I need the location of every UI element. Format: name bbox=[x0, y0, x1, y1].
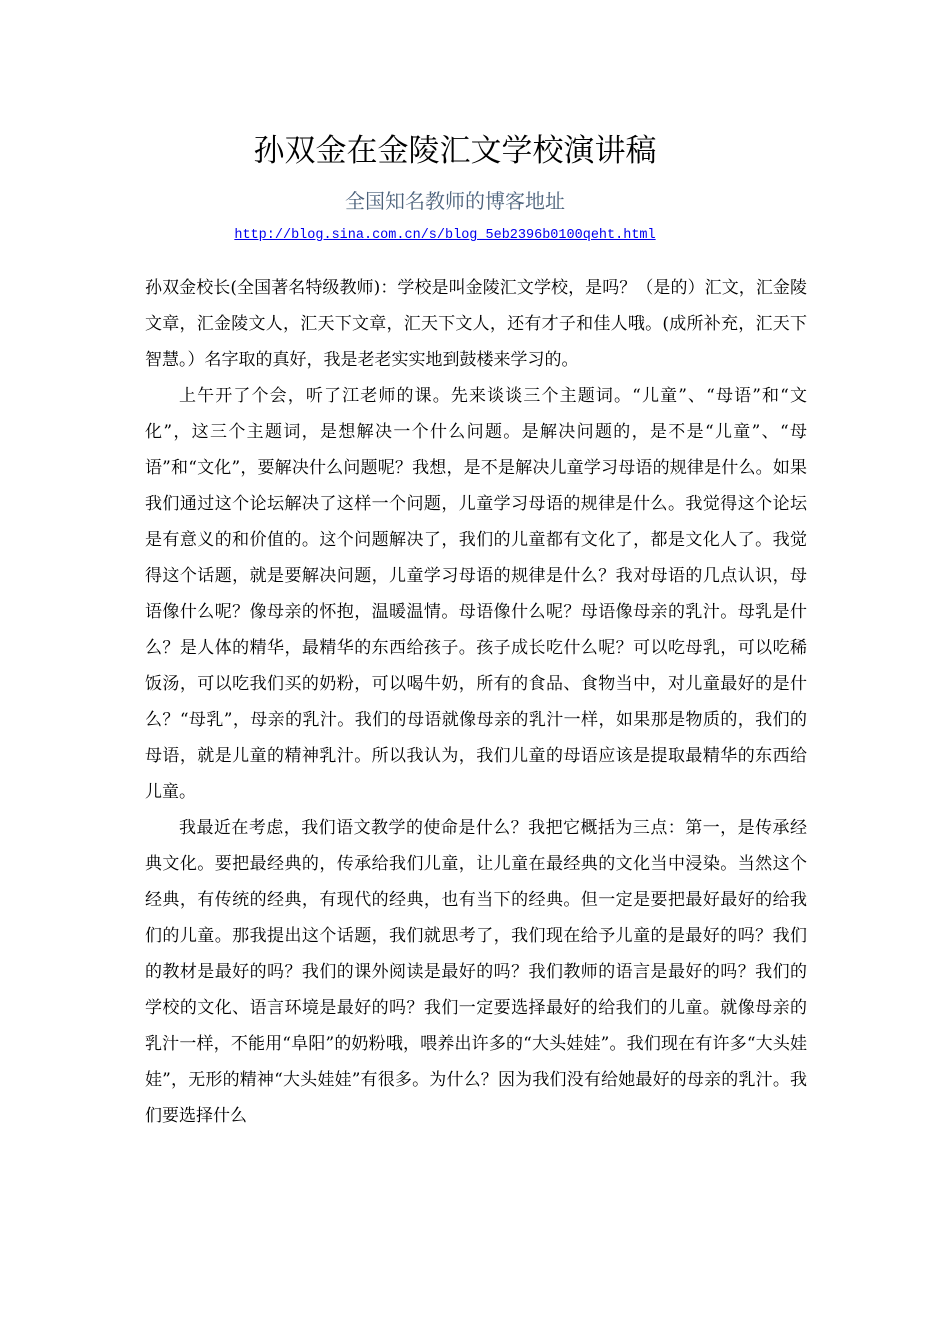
paragraph-mission: 我最近在考虑，我们语文教学的使命是什么？我把它概括为三点：第一，是传承经典文化。要把最经典的，传承给我们儿童，让儿童在最经典的文化当中浸染。当然这个经典，有传统的经典，有现代的经典，也有当下的经典。但一定是要把最好最好的给我们的儿童。那我提出这个话题，我们就思考了，我们现在给予儿童的是最好的吗？我们的教材是最好的吗？我们的课外阅读是最好的吗？我们教师的语言是最好的吗？我们的学校的文化、语言环境是最好的吗？我们一定要选择最好的给我们的儿童。就像母亲的乳汁一样，不能用“阜阳”的奶粉哦，喂养出许多的“大头娃娃”。我们现在有许多“大头娃娃”，无形的精神“大头娃娃”有很多。为什么？因为我们没有给她最好的母亲的乳汁。我们要选择什么 bbox=[145, 818, 807, 1126]
document-body bbox=[145, 270, 807, 1134]
paragraph-intro: 孙双金校长(全国著名特级教师)：学校是叫金陵汇文学校，是吗？（是的）汇文，汇金陵文章，汇金陵文人，汇天下文章，汇天下文人，还有才子和佳人哦。(成所补充，汇天下智慧。）名字取的真好，我是老老实实地到鼓楼来学习的。 bbox=[145, 278, 807, 370]
blog-url-link[interactable]: http://blog.sina.com.cn/s/blog_5eb2396b0100qeht.html bbox=[234, 228, 656, 243]
paragraph-mother-tongue: 上午开了个会，听了江老师的课。先来谈谈三个主题词。“儿童”、“母语”和“文化”，这三个主题词，是想解决一个什么问题。是解决问题的，是不是“儿童”、“母语”和“文化”，要解决什么问题呢？我想，是不是解决儿童学习母语的规律是什么。如果我们通过这个论坛解决了这样一个问题，儿童学习母语的规律是什么。我觉得这个论坛是有意义的和价值的。这个问题解决了，我们的儿童都有文化了，都是文化人了。我觉得这个话题，就是要解决问题，儿童学习母语的规律是什么？我对母语的几点认识，母语像什么呢？像母亲的怀抱，温暖温情。母语像什么呢？母语像母亲的乳汁。母乳是什么？是人体的精华，最精华的东西给孩子。孩子成长吃什么呢？可以吃母乳，可以吃稀饭汤，可以吃我们买的奶粉，可以喝牛奶，所有的食品、食物当中，对儿童最好的是什么？“母乳”，母亲的乳汁。我们的母语就像母亲的乳汁一样，如果那是物质的，我们的母语，就是儿童的精神乳汁。所以我认为，我们儿童的母语应该是提取最精华的东西给儿童。 bbox=[145, 386, 807, 802]
document-subtitle: 全国知名教师的博客地址 bbox=[345, 189, 565, 213]
document-title: 孙双金在金陵汇文学校演讲稿 bbox=[253, 133, 657, 169]
